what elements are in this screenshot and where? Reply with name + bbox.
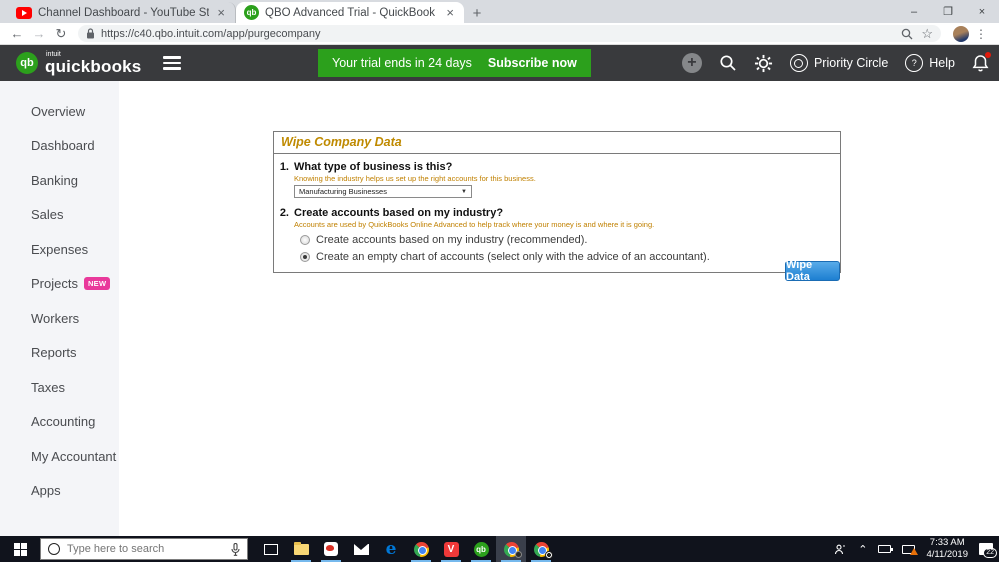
- browser-titlebar: [0, 0, 999, 23]
- edge-button[interactable]: [376, 536, 406, 562]
- sidebar-item-reports[interactable]: [0, 336, 119, 371]
- tray-expand-icon[interactable]: ⌃: [858, 543, 868, 556]
- window-close-button[interactable]: ×: [978, 5, 986, 18]
- capture-app-icon: [324, 542, 338, 556]
- back-icon[interactable]: ←: [10, 26, 24, 41]
- refresh-icon[interactable]: ↻: [55, 25, 67, 41]
- address-bar[interactable]: [78, 25, 941, 42]
- tab-close-icon[interactable]: ×: [446, 5, 454, 20]
- sidebar-nav: [0, 81, 119, 536]
- chrome-button[interactable]: [406, 536, 436, 562]
- sidebar-item-my-accountant[interactable]: [0, 439, 119, 474]
- search-input[interactable]: [67, 543, 224, 555]
- industry-dropdown[interactable]: [294, 185, 472, 198]
- file-explorer-icon: [294, 544, 309, 555]
- capture-app-button[interactable]: [316, 536, 346, 562]
- question-number: 2.: [279, 207, 289, 219]
- chrome-profile2-button[interactable]: [526, 536, 556, 562]
- quickbooks-logo-icon: qb: [16, 52, 38, 74]
- tab-quickbooks[interactable]: [236, 2, 464, 23]
- search-icon[interactable]: [719, 54, 737, 72]
- priority-circle-label: Priority Circle: [813, 56, 889, 70]
- page-title: Wipe Company Data: [274, 132, 840, 154]
- create-plus-icon[interactable]: +: [682, 53, 702, 73]
- industry-dropdown-value: Manufacturing Businesses: [299, 187, 387, 196]
- radio-selected-icon[interactable]: [300, 252, 310, 262]
- quickbooks-icon: qb: [474, 542, 489, 557]
- edge-icon: e: [385, 538, 397, 559]
- question-2-helper: Accounts are used by QuickBooks Online Advanced to help track where your money is and where it is going.: [294, 220, 655, 229]
- task-view-button[interactable]: [256, 536, 286, 562]
- taskbar-search[interactable]: [40, 538, 248, 560]
- sidebar-item-banking[interactable]: [0, 163, 119, 198]
- cortana-icon: [48, 543, 60, 555]
- sidebar-item-accounting[interactable]: [0, 405, 119, 440]
- lock-icon: [86, 28, 95, 39]
- taskbar-clock[interactable]: [926, 537, 968, 561]
- profile-avatar[interactable]: [953, 26, 969, 42]
- main-content: [119, 81, 999, 536]
- sidebar-item-overview[interactable]: [0, 94, 119, 129]
- quickbooks-logo[interactable]: [16, 51, 141, 76]
- sidebar-item-label: Accounting: [31, 414, 96, 430]
- help-icon: ?: [905, 54, 923, 72]
- notification-count-badge: 22: [983, 548, 997, 558]
- network-warning-icon[interactable]: [902, 545, 915, 554]
- sidebar-item-dashboard[interactable]: [0, 129, 119, 164]
- bookmark-star-icon[interactable]: ☆: [921, 25, 933, 41]
- sidebar-item-taxes[interactable]: [0, 370, 119, 405]
- priority-circle-button[interactable]: [790, 54, 888, 72]
- hamburger-menu-icon[interactable]: [163, 56, 181, 70]
- radio-label: Create an empty chart of accounts (select only with the advice of an accountant).: [316, 251, 710, 263]
- browser-menu-icon[interactable]: ⋮: [975, 26, 987, 41]
- radio-option-industry[interactable]: [300, 234, 832, 246]
- new-tab-button[interactable]: +: [472, 4, 482, 22]
- sidebar-item-label: My Accountant: [31, 448, 117, 464]
- sidebar-item-label: Dashboard: [31, 138, 95, 154]
- radio-unselected-icon[interactable]: [300, 235, 310, 245]
- sidebar-item-expenses[interactable]: [0, 232, 119, 267]
- file-explorer-button[interactable]: [286, 536, 316, 562]
- radio-label: Create accounts based on my industry (recommended).: [316, 234, 588, 246]
- radio-option-empty-chart[interactable]: [300, 251, 832, 263]
- clock-date: 4/11/2019: [926, 549, 968, 560]
- trial-banner: [318, 49, 591, 77]
- tab-title: Channel Dashboard - YouTube St: [38, 6, 210, 19]
- tab-title: QBO Advanced Trial - QuickBook: [265, 6, 436, 19]
- mail-button[interactable]: [346, 536, 376, 562]
- help-label: Help: [929, 56, 955, 70]
- action-center-icon[interactable]: [979, 543, 993, 555]
- sidebar-item-label: Banking: [31, 172, 78, 188]
- wipe-data-button[interactable]: Wipe Data: [785, 261, 840, 281]
- windows-taskbar: [0, 536, 999, 562]
- mail-icon: [354, 544, 369, 555]
- window-minimize-button[interactable]: –: [910, 5, 918, 18]
- question-1-text: What type of business is this?: [294, 161, 453, 173]
- sidebar-item-label: Expenses: [31, 241, 89, 257]
- forward-icon[interactable]: →: [32, 26, 46, 41]
- chrome-profile1-button[interactable]: [496, 536, 526, 562]
- soccer-ball-icon: [545, 551, 553, 559]
- people-icon[interactable]: [834, 544, 847, 555]
- sidebar-item-projects[interactable]: [0, 267, 119, 302]
- question-1-helper: Knowing the industry helps us set up the right accounts for this business.: [294, 174, 536, 183]
- subscribe-now-link[interactable]: Subscribe now: [487, 56, 577, 70]
- sidebar-item-label: Projects: [31, 276, 78, 292]
- tab-strip: [0, 0, 490, 23]
- task-view-icon: [264, 544, 278, 555]
- microphone-icon[interactable]: [231, 543, 240, 556]
- gear-icon[interactable]: [754, 54, 773, 73]
- notifications-button[interactable]: [972, 54, 989, 72]
- priority-circle-icon: [790, 54, 808, 72]
- start-button[interactable]: [0, 536, 40, 562]
- sidebar-item-sales[interactable]: [0, 198, 119, 233]
- chevron-down-icon: ▼: [461, 188, 467, 195]
- vivaldi-icon: V: [444, 542, 459, 557]
- sidebar-item-workers[interactable]: [0, 301, 119, 336]
- zoom-icon[interactable]: [901, 28, 913, 40]
- quickbooks-favicon-icon: qb: [244, 5, 259, 20]
- question-number: 1.: [279, 161, 289, 173]
- url-text[interactable]: https://c40.qbo.intuit.com/app/purgecompany: [101, 27, 321, 40]
- app-header: [0, 45, 999, 81]
- new-badge: NEW: [84, 277, 110, 290]
- windows-logo-icon: [14, 543, 27, 556]
- chrome-icon: [414, 542, 429, 557]
- battery-icon[interactable]: [878, 545, 891, 553]
- trial-text: Your trial ends in 24 days: [332, 56, 472, 70]
- sidebar-item-label: Reports: [31, 345, 77, 361]
- vivaldi-button[interactable]: [436, 536, 466, 562]
- brand-label: quickbooks: [45, 56, 142, 76]
- tab-youtube[interactable]: [8, 2, 236, 23]
- tab-close-icon[interactable]: ×: [217, 5, 225, 20]
- wipe-company-form: [273, 131, 841, 273]
- sidebar-item-label: Workers: [31, 310, 80, 326]
- profile-badge-icon: [515, 551, 522, 558]
- question-2-text: Create accounts based on my industry?: [294, 207, 504, 219]
- sidebar-item-label: Taxes: [31, 379, 65, 395]
- youtube-icon: [16, 7, 32, 19]
- sidebar-item-label: Overview: [31, 103, 86, 119]
- window-maximize-button[interactable]: ❐: [943, 6, 953, 18]
- help-button[interactable]: [905, 54, 955, 72]
- clock-time: 7:33 AM: [929, 537, 965, 549]
- sidebar-item-label: Sales: [31, 207, 64, 223]
- sidebar-item-label: Apps: [31, 483, 61, 499]
- notification-dot: [985, 52, 991, 58]
- intuit-label: intuit: [46, 50, 61, 58]
- quickbooks-app-button[interactable]: [466, 536, 496, 562]
- sidebar-item-apps[interactable]: [0, 474, 119, 509]
- browser-toolbar: [0, 23, 999, 45]
